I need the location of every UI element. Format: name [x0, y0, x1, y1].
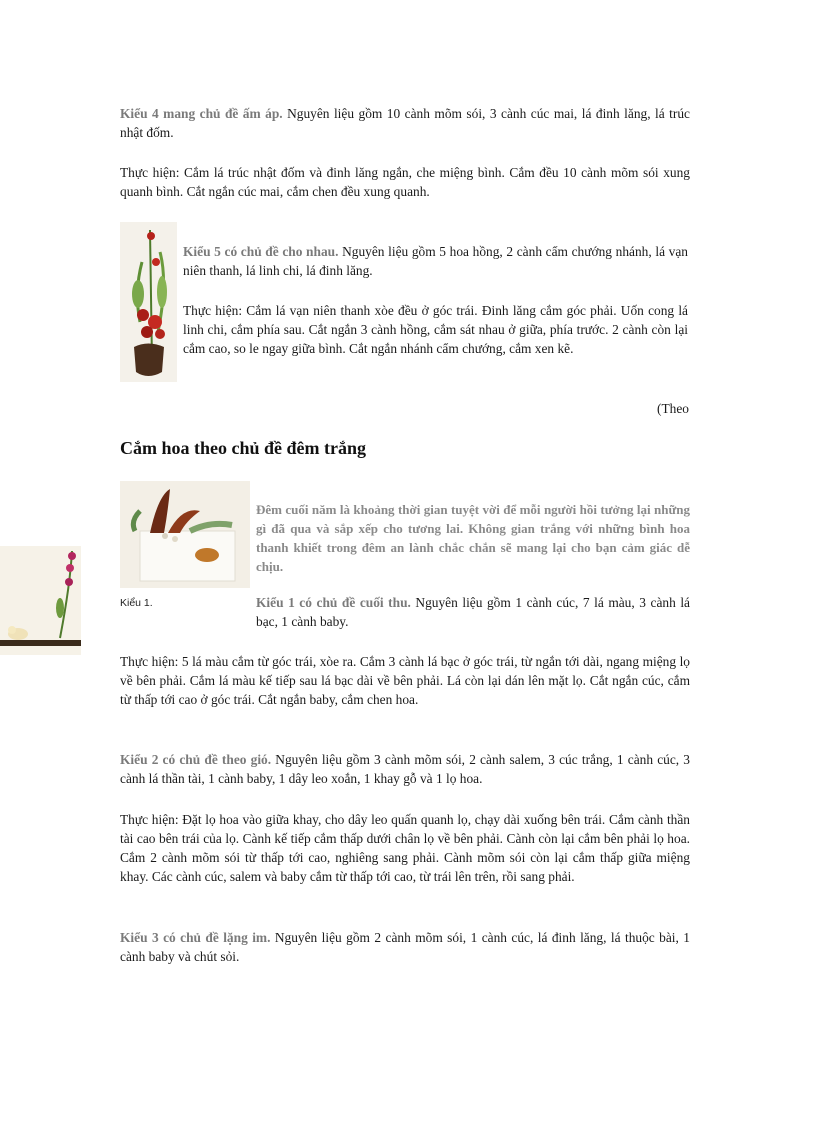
paragraph-lead: Kiểu 1 có chủ đề cuối thu. — [256, 595, 411, 610]
white-box-arrangement-image — [120, 481, 250, 588]
paragraph-kieu-4-steps: Thực hiện: Cắm lá trúc nhật đốm và đinh lăng ngắn, che miệng bình. Cắm đều 10 cành mõm sói xung quanh bình. Cắt ngắn cúc mai, cắm chen đều xung quanh. — [120, 165, 690, 199]
paragraph-body: Nguyên liệu gồm 5 hoa hồng, 2 cành cẩm chướng nhánh, lá vạn niên thanh, lá linh chi, lá đinh lăng. — [183, 244, 688, 278]
paragraph-kieu-3 — [120, 928, 690, 966]
paragraph-body: Nguyên liệu gồm 10 cành mõm sói, 3 cành cúc mai, lá đinh lăng, lá trúc nhật đốm. — [120, 106, 690, 140]
paragraph-body: Nguyên liệu gồm 3 cành mõm sói, 2 cành salem, 3 cúc trắng, 1 cành cúc, 3 cành lá thần tài, 1 cành baby, 1 dây leo xoắn, 1 khay gỗ và 1 lọ hoa. — [120, 752, 690, 786]
paragraph-kieu-1-steps: Thực hiện: 5 lá màu cắm từ góc trái, xòe ra. Cắm 3 cành lá bạc ở góc trái, từ ngắn tới dài, ngang miệng lọ về bên phải. Cắm lá màu kế tiếp sau lá bạc dài về bên phải. Lá còn lại dán lên mặt lọ. Cắt ngắn cúc, cắm từ thấp tới cao ở góc trái. Cắt ngắn baby, cắm chen hoa. — [120, 654, 690, 707]
paragraph-kieu-5 — [183, 242, 688, 280]
intro-text: Đêm cuối năm là khoảng thời gian tuyệt vời để mỗi người hồi tưởng lại những gì đã qua và sắp xếp cho tương lai. Không gian trắng với những bình hoa thanh khiết trong đêm an lành chắc chắn sẽ mang lại cho bạn cảm giác dễ chịu. — [256, 502, 690, 574]
rose-arrangement-image — [120, 222, 177, 382]
wind-arrangement-image — [0, 546, 81, 655]
paragraph-body: Nguyên liệu gồm 2 cành mõm sói, 1 cành cúc, lá đinh lăng, lá thuộc bài, 1 cành baby và chút sỏi. — [120, 930, 690, 964]
paragraph-kieu-4 — [120, 104, 690, 142]
paragraph-lead: Kiểu 2 có chủ đề theo gió. — [120, 752, 272, 767]
source-note: (Theo — [657, 401, 689, 416]
paragraph-lead: Kiểu 4 mang chủ đề ấm áp. — [120, 106, 283, 121]
section-heading: Cắm hoa theo chủ đề đêm trắng — [120, 438, 366, 458]
paragraph-lead: Kiểu 5 có chủ đề cho nhau. — [183, 244, 339, 259]
paragraph-lead: Kiểu 3 có chủ đề lặng im. — [120, 930, 271, 945]
paragraph-kieu-2-steps: Thực hiện: Đặt lọ hoa vào giữa khay, cho dây leo quấn quanh lọ, chạy dài xuống bên trái. Cắm cành thần tài cao bên trái của lọ. Cành kế tiếp cắm thấp dưới chân lọ về bên phải. Cành còn lại cắm bên phải lọ hoa. Cắm 2 cành mõm sói từ thấp tới cao, nghiêng sang phải. Cành mõm sói còn lại cắm thấp giữa miệng khay. Các cành cúc, salem và baby cắm từ thấp tới cao, từ trái lên trên, rồi sang phải. — [120, 812, 690, 884]
image-caption: Kiểu 1. — [120, 597, 153, 609]
paragraph-kieu-5-steps: Thực hiện: Cắm lá vạn niên thanh xòe đều ở góc trái. Đinh lăng cắm góc phải. Uốn cong lá linh chi, cắm phía sau. Cắt ngắn 3 cành hồng, cắm sát nhau ở giữa, phía trước. 2 cành còn lại cắm cao, so le ngay giữa bình. Cắt ngắn nhánh cẩm chướng, cắm xen kẽ. — [183, 303, 688, 356]
paragraph-kieu-1 — [256, 593, 690, 631]
paragraph-kieu-2 — [120, 750, 690, 788]
paragraph-body: Nguyên liệu gồm 1 cành cúc, 7 lá màu, 3 cành lá bạc, 1 cành baby. — [256, 595, 690, 629]
